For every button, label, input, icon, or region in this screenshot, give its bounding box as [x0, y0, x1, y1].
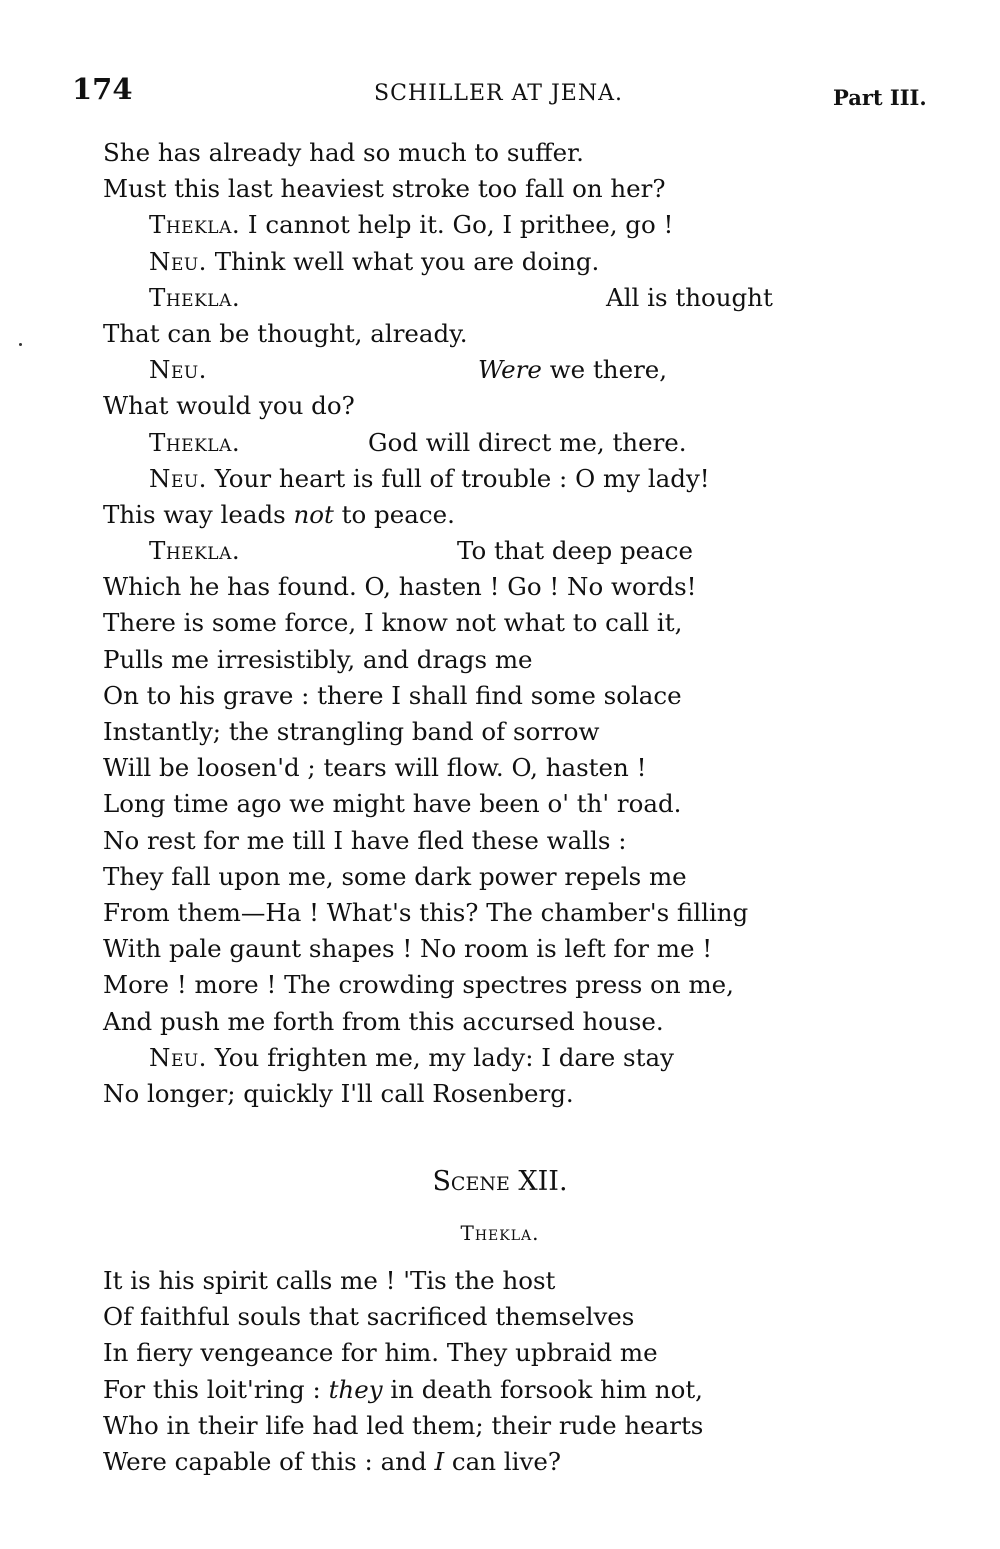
emphasis: I — [434, 1446, 445, 1476]
verse-line — [103, 461, 923, 497]
running-title: SCHILLER AT JENA. — [374, 81, 623, 106]
line-text: This way leads — [103, 499, 294, 529]
verse-line — [103, 352, 923, 388]
line-text: we there, — [541, 355, 668, 385]
verse-line: In fiery vengeance for him. They upbraid me — [103, 1338, 658, 1368]
verse-line — [103, 1040, 923, 1076]
margin-speck — [19, 343, 22, 346]
emphasis: they — [328, 1374, 383, 1404]
speaker-name: Neu. — [149, 355, 207, 385]
verse-line: They fall upon me, some dark power repels me — [103, 861, 687, 891]
verse-line: From them—Ha ! What's this? The chamber's filling — [103, 897, 749, 927]
line-text: to peace. — [333, 499, 455, 529]
speaker-name: Neu. — [149, 1042, 207, 1072]
verse-line: Long time ago we might have been o' th' road. — [103, 789, 682, 819]
verse-line: Must this last heaviest stroke too fall on her? — [103, 174, 666, 204]
speaker-name: Thekla. — [149, 427, 241, 457]
verse-line — [103, 244, 923, 280]
line-text: For this loit'ring : — [103, 1374, 329, 1404]
page-number: 174 — [72, 72, 133, 106]
line-text: can live? — [444, 1446, 561, 1476]
verse-line: Which he has found. O, hasten ! Go ! No words! — [103, 572, 697, 602]
scene-verse-block — [103, 1263, 923, 1480]
speaker-name: Neu. — [149, 246, 207, 276]
line-text: Think well what you are doing. — [206, 246, 600, 276]
speaker-name: Thekla. — [149, 282, 241, 312]
part-label: Part III. — [833, 85, 927, 110]
verse-line — [103, 497, 923, 533]
verse-line — [103, 425, 923, 461]
line-text: All is thought — [606, 282, 773, 312]
scene-heading: Scene XII. — [432, 1166, 568, 1197]
line-text: God will direct me, there. — [368, 427, 687, 457]
verse-line: And push me forth from this accursed house. — [103, 1006, 664, 1036]
verse-line: On to his grave : there I shall find some solace — [103, 680, 682, 710]
line-text: I cannot help it. Go, I prithee, go ! — [240, 210, 674, 240]
line-text: Were capable of this : and — [103, 1446, 435, 1476]
verse-line: Pulls me irresistibly, and drags me — [103, 644, 533, 674]
line-text: To that deep peace — [457, 536, 694, 566]
emphasis: not — [293, 499, 334, 529]
verse-line: No rest for me till I have fled these walls : — [103, 825, 627, 855]
speaker-name: Thekla. — [149, 210, 241, 240]
verse-line — [103, 1444, 923, 1480]
verse-line — [103, 1372, 923, 1408]
scene-speaker: Thekla. — [460, 1221, 540, 1245]
verse-line: Will be loosen'd ; tears will flow. O, hasten ! — [103, 753, 647, 783]
speaker-name: Neu. — [149, 463, 207, 493]
speaker-name: Thekla. — [149, 536, 241, 566]
emphasis: Were — [478, 355, 542, 385]
verse-line: That can be thought, already. — [103, 318, 468, 348]
verse-line: What would you do? — [103, 391, 355, 421]
verse-line: No longer; quickly I'll call Rosenberg. — [103, 1078, 574, 1108]
verse-line: Who in their life had led them; their rude hearts — [103, 1410, 704, 1440]
verse-line — [103, 207, 923, 243]
verse-line: Instantly; the strangling band of sorrow — [103, 717, 600, 746]
verse-line: Of faithful souls that sacrificed themselves — [103, 1302, 635, 1332]
verse-block — [103, 135, 923, 1112]
line-text: in death forsook him not, — [382, 1374, 703, 1404]
line-text: Your heart is full of trouble : O my lady! — [206, 463, 710, 493]
line-text: You frighten me, my lady: I dare stay — [206, 1042, 674, 1072]
verse-line — [103, 533, 923, 569]
verse-line: She has already had so much to suffer. — [103, 138, 584, 167]
verse-line: There is some force, I know not what to call it, — [103, 608, 683, 638]
verse-line — [103, 280, 923, 316]
verse-line: With pale gaunt shapes ! No room is left for me ! — [103, 934, 713, 964]
verse-line: More ! more ! The crowding spectres press on me, — [103, 970, 734, 1000]
verse-line: It is his spirit calls me ! 'Tis the host — [103, 1266, 556, 1295]
